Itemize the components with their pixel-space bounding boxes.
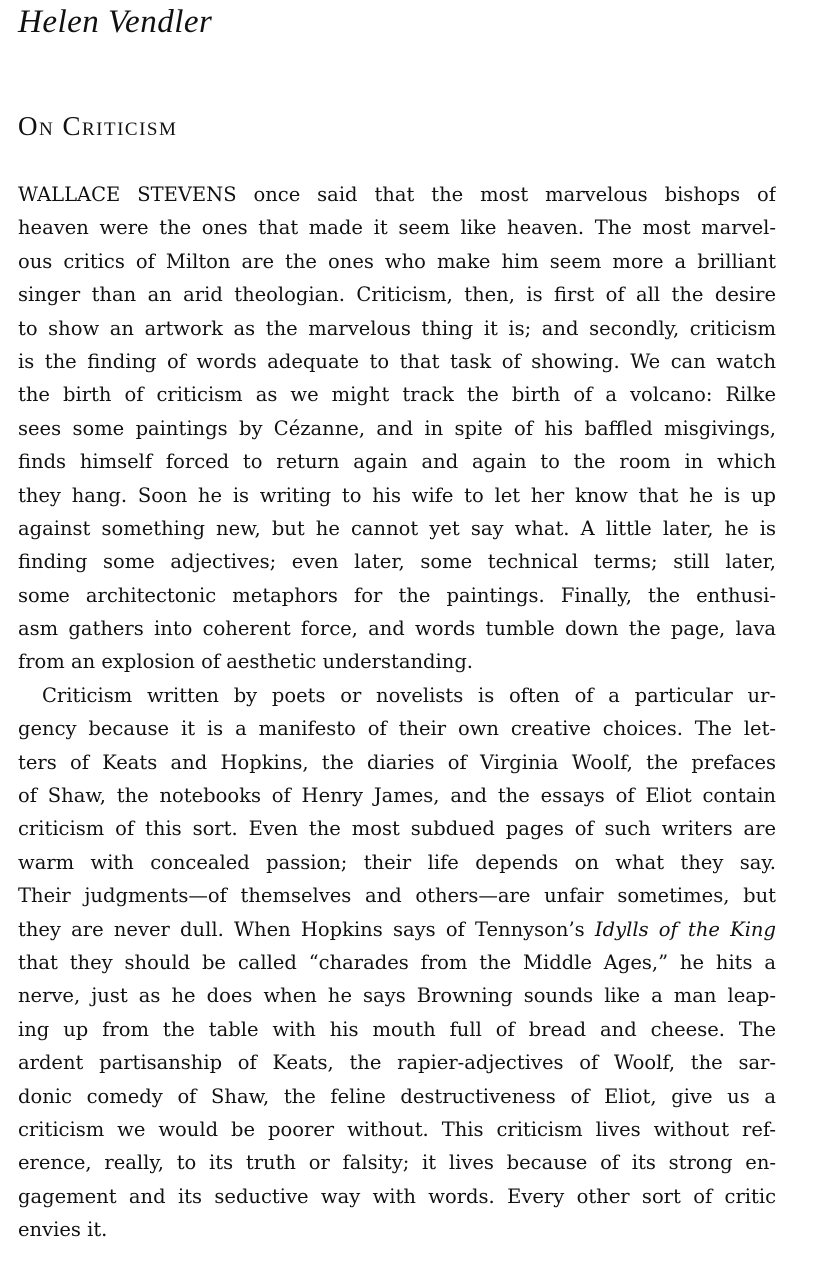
essay-title: On Criticism — [18, 111, 178, 141]
text-line: criticism we would be poorer without. This criticism lives without ref- — [18, 1117, 776, 1141]
text-line: finds himself forced to return again and again to the room in which — [18, 450, 776, 474]
text-line: ters of Keats and Hopkins, the diaries of Virginia Woolf, the prefaces — [18, 750, 776, 774]
text-line: warm with concealed passion; their life depends on what they say. — [18, 850, 776, 874]
text-line: nerve, just as he does when he says Browning sounds like a man leap- — [18, 984, 776, 1008]
text-line: sees some paintings by Cézanne, and in spite of his baffled misgivings, — [18, 416, 776, 440]
text-line: donic comedy of Shaw, the feline destructiveness of Eliot, give us a — [18, 1084, 776, 1108]
text-line: some architectonic metaphors for the paintings. Finally, the enthusi- — [18, 583, 776, 607]
text-line: heaven were the ones that made it seem like heaven. The most marvel- — [18, 216, 776, 240]
text-line-with-italic — [18, 913, 776, 946]
author-name: Helen Vendler — [18, 4, 213, 40]
text-line: Criticism written by poets or novelists is often of a particular ur- — [42, 683, 776, 707]
text-line: ardent partisanship of Keats, the rapier-adjectives of Woolf, the sar- — [18, 1051, 776, 1075]
text-line: criticism of this sort. Even the most subdued pages of such writers are — [18, 817, 776, 841]
text-line: of Shaw, the notebooks of Henry James, and the essays of Eliot contain — [18, 784, 776, 808]
text-line: that they should be called “charades from the Middle Ages,” he hits a — [18, 950, 776, 974]
text-line: they hang. Soon he is writing to his wife to let her know that he is up — [18, 483, 776, 507]
text-line: WALLACE STEVENS once said that the most marvelous bishops of — [18, 183, 776, 206]
text-line: finding some adjectives; even later, some technical terms; still later, — [18, 550, 776, 574]
text-line: Their judgments—of themselves and others—are unfair sometimes, but — [18, 884, 776, 908]
text-line: the birth of criticism as we might track the birth of a volcano: Rilke — [18, 383, 776, 407]
text-line: envies it. — [18, 1218, 108, 1242]
text-line: against something new, but he cannot yet say what. A little later, he is — [18, 516, 776, 540]
text-line: gency because it is a manifesto of their own creative choices. The let- — [18, 717, 776, 741]
text-line: from an explosion of aesthetic understanding. — [18, 650, 473, 674]
paragraph-2 — [18, 679, 776, 1247]
text-line: singer than an arid theologian. Criticism, then, is first of all the desire — [18, 283, 776, 307]
text-segment: they are never dull. When Hopkins says of Tennyson’s — [18, 917, 595, 941]
text-line: is the finding of words adequate to that task of showing. We can watch — [18, 349, 776, 373]
text-line: erence, really, to its truth or falsity; it lives because of its strong en- — [18, 1151, 776, 1175]
essay-body — [18, 178, 776, 1247]
paragraph-1 — [18, 178, 776, 679]
text-line: gagement and its seductive way with words. Every other sort of critic — [18, 1184, 776, 1208]
text-line: ing up from the table with his mouth full of bread and cheese. The — [18, 1017, 776, 1041]
text-line: ous critics of Milton are the ones who make him seem more a brilliant — [18, 249, 776, 273]
book-title-italic: Idylls of the King — [594, 917, 776, 941]
text-line: to show an artwork as the marvelous thing it is; and secondly, criticism — [18, 316, 776, 340]
text-line: asm gathers into coherent force, and words tumble down the page, lava — [18, 617, 776, 641]
